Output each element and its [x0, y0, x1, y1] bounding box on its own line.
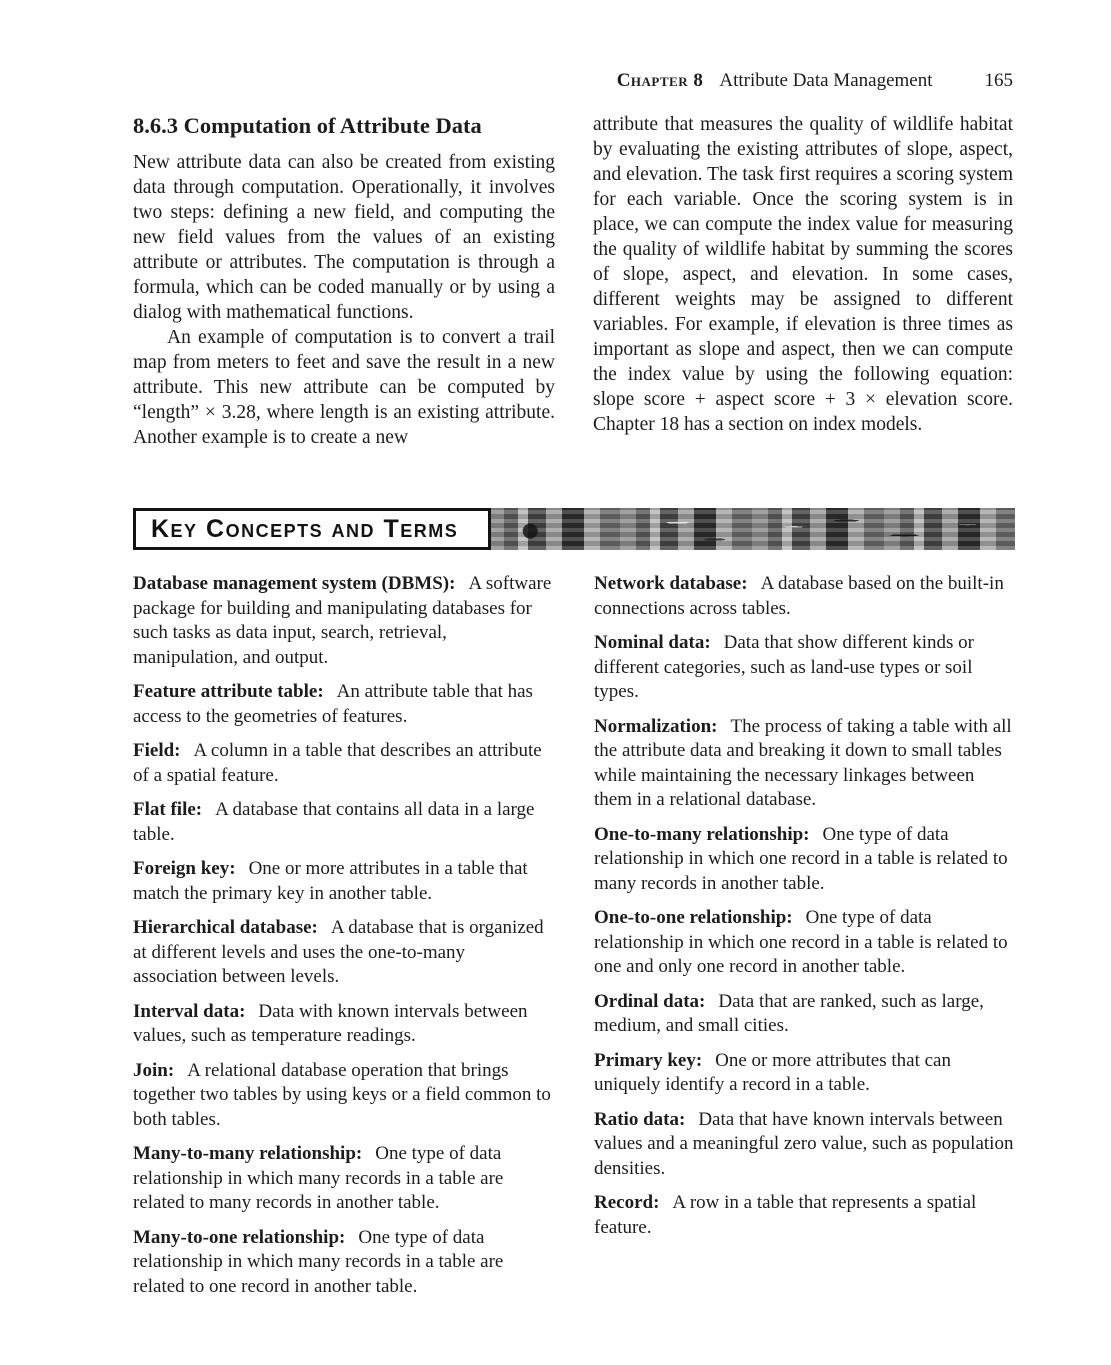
glossary-entry	[133, 1142, 554, 1216]
section-body	[133, 112, 1013, 450]
key-concepts-banner	[133, 508, 1015, 550]
glossary-term: Join:	[133, 1059, 175, 1081]
glossary-definition: Data that have known intervals between values and a meaningful zero value, such as population densities.	[594, 1108, 1014, 1179]
glossary-term: Ordinal data:	[594, 990, 706, 1012]
glossary-term: Foreign key:	[133, 858, 236, 879]
glossary-term: Database management system (DBMS):	[133, 573, 456, 594]
glossary-term: Feature attribute table:	[133, 681, 324, 702]
glossary-term: Field:	[133, 740, 181, 761]
glossary-entry	[133, 916, 554, 990]
glossary-definition: One or more attributes that can uniquely identify a record in a table.	[594, 1049, 951, 1095]
glossary-term: Hierarchical database:	[133, 917, 318, 938]
glossary-entry	[594, 990, 1015, 1039]
glossary-entry	[594, 715, 1015, 813]
glossary-column-right	[594, 572, 1015, 1309]
glossary	[133, 572, 1015, 1309]
glossary-definition: One type of data relationship in which many records in a table are related to many records in another table.	[133, 1143, 504, 1213]
glossary-term: Many-to-many relationship:	[133, 1143, 363, 1164]
glossary-definition: One type of data relationship in which one record in a table is related to many records in another table.	[594, 823, 1008, 894]
glossary-entry	[594, 823, 1015, 897]
glossary-entry	[594, 631, 1015, 705]
body-paragraph: attribute that measures the quality of wildlife habitat by evaluating the existing attributes of slope, aspect, and elevation. The task first requires a scoring system for each variable. Once the scoring system is in place, we can compute the index value for measuring the quality of wildlife habitat by summing the scores of slope, aspect, and elevation. In some cases, different weights may be assigned to different variables. For example, if elevation is three times as important as slope and aspect, then we can compute the index value by using the following equation: slope score + aspect score + 3 × elevation score. Chapter 18 has a section on index models.	[593, 114, 1013, 435]
chapter-label: Chapter 8	[616, 70, 704, 91]
glossary-term: Many-to-one relationship:	[133, 1226, 346, 1248]
glossary-entry	[133, 798, 554, 847]
section-column-left	[133, 112, 555, 450]
glossary-definition: Data that are ranked, such as large, medium, and small cities.	[594, 990, 984, 1036]
satellite-image-strip	[488, 508, 1015, 550]
glossary-term: One-to-many relationship:	[594, 823, 810, 845]
glossary-entry	[133, 680, 554, 729]
key-concepts-banner-box	[133, 508, 491, 550]
glossary-entry	[594, 1108, 1015, 1182]
glossary-definition: The process of taking a table with all the attribute data and breaking it down to small tables while maintaining the necessary linkages between them in a relational database.	[594, 715, 1012, 810]
glossary-term: Nominal data:	[594, 632, 711, 653]
glossary-term: Flat file:	[133, 799, 203, 820]
body-paragraph: New attribute data can also be created from existing data through computation. Operationally, it involves two steps: defining a new field, and computing the new field values from the values of an existing attribute or attributes. The computation is through a formula, which can be coded manually or by using a dialog with mathematical functions.	[133, 152, 555, 323]
section-column-right	[593, 112, 1013, 450]
glossary-definition: A database that contains all data in a large table.	[133, 799, 535, 845]
glossary-definition: A column in a table that describes an attribute of a spatial feature.	[133, 740, 542, 786]
glossary-entry	[133, 1059, 554, 1133]
page-number: 165	[984, 70, 1013, 91]
glossary-definition: One type of data relationship in which one record in a table is related to one and only one record in another table.	[594, 907, 1008, 977]
glossary-entry	[133, 1000, 554, 1049]
glossary-term: Network database:	[594, 573, 748, 594]
glossary-column-left	[133, 572, 554, 1309]
glossary-definition: A database that is organized at different levels and uses the one-to-many association between levels.	[133, 917, 544, 987]
glossary-definition: A software package for building and manipulating databases for such tasks as data input, search, retrieval, manipulation, and output.	[133, 573, 552, 668]
glossary-entry	[594, 1049, 1015, 1098]
glossary-entry	[594, 1191, 1015, 1240]
glossary-definition: A row in a table that represents a spatial feature.	[594, 1192, 977, 1238]
glossary-term: Record:	[594, 1192, 660, 1213]
glossary-definition: One type of data relationship in which many records in a table are related to one record in another table.	[133, 1226, 504, 1297]
glossary-definition: A database based on the built-in connections across tables.	[594, 573, 1004, 619]
glossary-term: Ratio data:	[594, 1108, 686, 1130]
glossary-term: One-to-one relationship:	[594, 907, 793, 928]
glossary-entry	[594, 572, 1015, 621]
glossary-definition: One or more attributes in a table that match the primary key in another table.	[133, 858, 528, 904]
glossary-term: Normalization:	[594, 715, 718, 737]
chapter-title: Attribute Data Management	[719, 70, 933, 91]
glossary-definition: An attribute table that has access to the geometries of features.	[133, 681, 533, 727]
key-concepts-banner-title: Key Concepts and Terms	[151, 514, 459, 543]
glossary-entry	[133, 1226, 554, 1300]
glossary-entry	[133, 857, 554, 906]
glossary-definition: Data with known intervals between values, such as temperature readings.	[133, 1000, 528, 1046]
glossary-entry	[133, 572, 554, 670]
glossary-definition: Data that show different kinds or different categories, such as land-use types or soil types.	[594, 632, 974, 702]
glossary-term: Primary key:	[594, 1049, 703, 1071]
glossary-term: Interval data:	[133, 1000, 246, 1022]
glossary-definition: A relational database operation that brings together two tables by using keys or a field common to both tables.	[133, 1059, 551, 1130]
section-heading: 8.6.3 Computation of Attribute Data	[133, 113, 482, 138]
glossary-entry	[133, 739, 554, 788]
running-head	[133, 70, 1013, 92]
body-paragraph: An example of computation is to convert a trail map from meters to feet and save the result in a new attribute. This new attribute can be computed by “length” × 3.28, where length is an existing attribute. Another example is to create a new	[133, 327, 555, 448]
glossary-entry	[594, 906, 1015, 980]
